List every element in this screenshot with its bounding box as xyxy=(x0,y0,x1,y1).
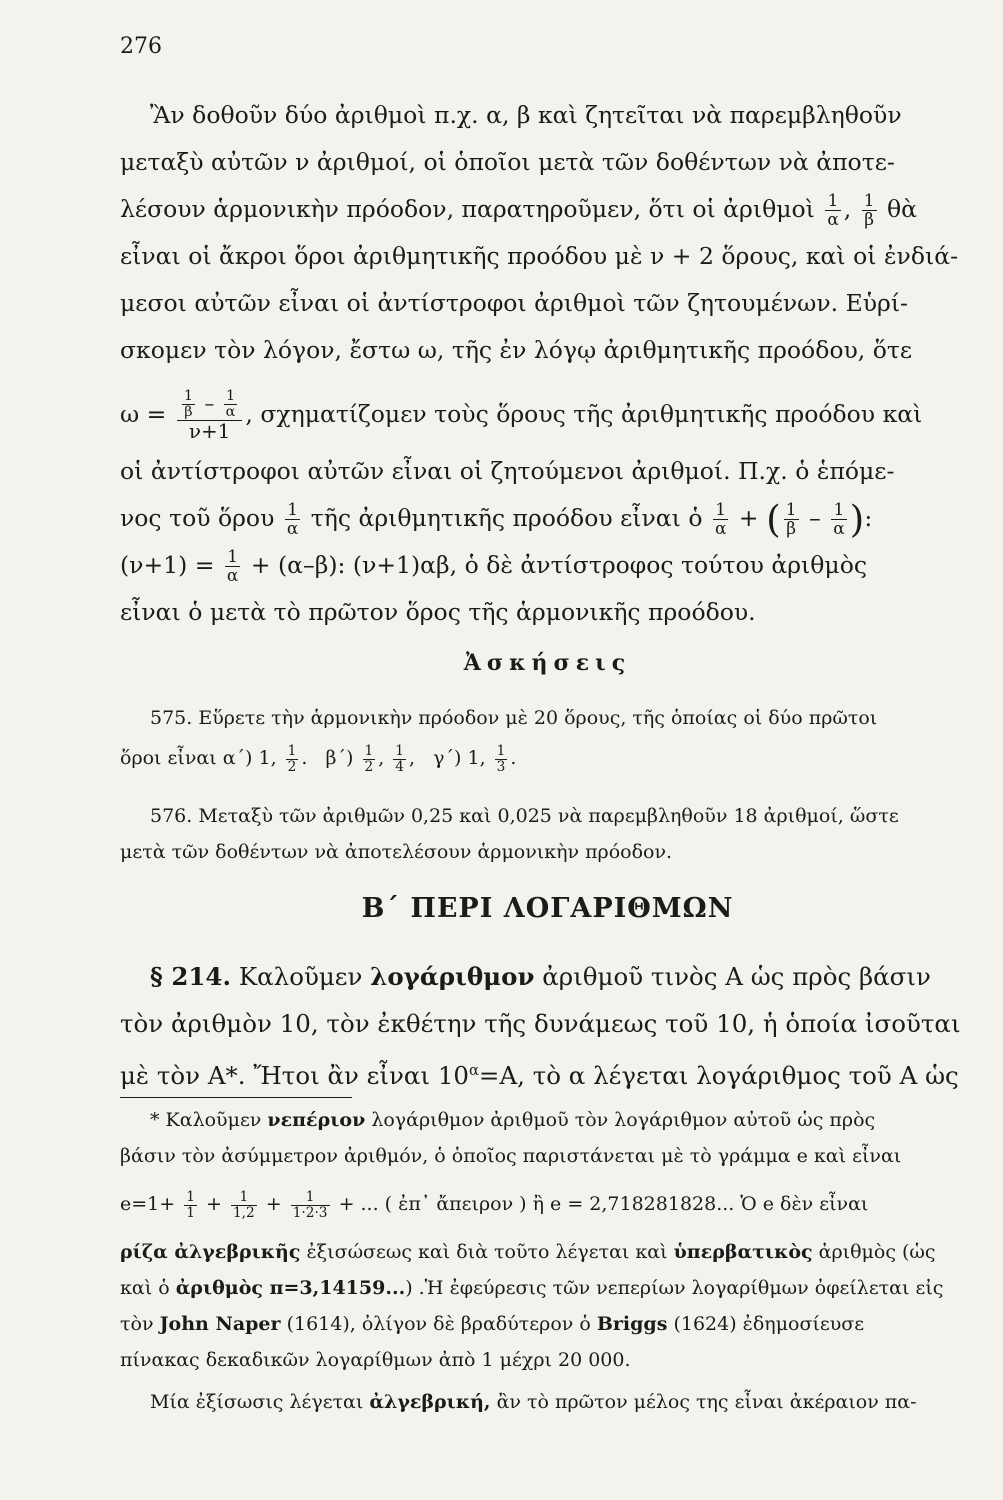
series-e-formula: e=1+ $\frac{1}{1}$ + $\frac{1}{1,2}$ + $\frac{1}{1\cdot 2\cdot 3}$ + ... ( ἐπ᾽ ἄπειρον ) ἢ e = 2,718281828... Ὁ e δὲν εἶναι xyxy=(120,1189,869,1221)
intro-line: εἶναι οἱ ἄκροι ὅροι ἀριθμητικῆς προόδου μὲ ν + 2 ὅρους, καὶ οἱ ἐνδιά- xyxy=(120,242,959,270)
page-number: 276 xyxy=(120,34,162,59)
fraction-1-over-alpha: $\frac{1}{\alpha}$ xyxy=(833,499,845,539)
omega-fraction: $\frac{1}{\beta}$ – $\frac{1}{\alpha}$ ν+1 xyxy=(177,389,243,442)
term-logarithm: λογάριθμον xyxy=(370,962,535,991)
intro-line-with-fractions: νος τοῦ ὅρου $\frac{1}{\alpha}$ τῆς ἀριθμητικῆς προόδου εἶναι ὁ $\frac{1}{\alpha}$ + ( $\frac{1}{\beta}$ – $\frac{1}{\alpha}$ ): xyxy=(120,497,873,542)
fraction-1-over-alpha: $\frac{1}{\alpha}$ xyxy=(286,499,299,539)
exercise-575-options: ὅροι εἶναι α΄) 1, $\frac{1}{2}$ . β΄) $\frac{1}{2}$ , $\frac{1}{4}$ , γ΄) 1, $\frac{1}{3}$ . xyxy=(120,743,517,775)
omega-formula-line: ω = $\frac{1}{\beta}$ – $\frac{1}{\alpha}$ ν+1 , σχηματίζομεν τοὺς ὅρους τῆς ἀριθμητικῆς προόδου καὶ xyxy=(120,387,923,444)
intro-line-with-fractions: (ν+1) = $\frac{1}{\alpha}$ + (α–β): (ν+1)αβ, ὁ δὲ ἀντίστροφος τούτου ἀριθμὸς xyxy=(120,546,868,586)
fraction-1-over-alpha: $\frac{1}{\alpha}$ xyxy=(714,499,727,539)
intro-line: εἶναι ὁ μετὰ τὸ πρῶτον ὅρος τῆς ἁρμονικῆς προόδου. xyxy=(120,598,756,627)
fraction-1-over-alpha: $\frac{1}{\alpha}$ xyxy=(827,190,839,229)
exercise-575: 575. Εὕρετε τὴν ἁρμονικὴν πρόοδον μὲ 20 ὅρους, τῆς ὁποίας οἱ δύο πρῶτοι ὅροι εἶναι α΄) 1, $\frac{1}{2}$ . β΄) $\frac{1}{2}$ , $\frac{1}{4}$ , γ΄) 1, $\frac{1}{3}$ . xyxy=(120,700,975,780)
intro-line-with-fractions: λέσουν ἁρμονικὴν πρόοδον, παρατηροῦμεν, ὅτι οἱ ἀριθμοὶ $\frac{1}{\alpha}$ , $\frac{1}{\beta}$ θὰ xyxy=(120,190,918,229)
fraction-1-over-1-2-3: $\frac{1}{1\cdot 2\cdot 3}$ xyxy=(292,1189,328,1221)
intro-line: μεταξὺ αὐτῶν ν ἀριθμοί, οἱ ὁποῖοι μετὰ τῶν δοθέντων νὰ ἀποτε- xyxy=(120,148,895,176)
intro-line: σκομεν τὸν λόγον, ἔστω ω, τῆς ἐν λόγῳ ἀριθμητικῆς προόδου, ὅτε xyxy=(120,336,913,364)
fraction-1-over-alpha: $\frac{1}{\alpha}$ xyxy=(226,546,239,586)
exercises-heading: Ἀσκήσεις xyxy=(463,650,632,676)
fraction-1-over-3: $\frac{1}{3}$ xyxy=(496,743,506,775)
footnote: * Καλοῦμεν νεπέριον λογάριθμον ἀριθμοῦ τὸν λογάριθμον αὐτοῦ ὡς πρὸς βάσιν τὸν ἀσύμμετρον ἀριθμόν, ὁ ὁποῖος παριστάνεται μὲ τὸ γράμμα e καὶ εἶναι e=1+ $\frac{1}{1}$ + $\frac{1}{1,2}$ + $\frac{1}{1\cdot 2\cdot 3}$ + ... ( ἐπ᾽ ἄπειρον ) ἢ e = 2,718281828... Ὁ e δὲν εἶναι ρίζα ἀλγεβρικῆς ἐξισώσεως καὶ διὰ τοῦτο λέγεται καὶ ὑπερβατικὸς ἀριθμὸς (ὡς καὶ ὁ ἀριθμὸς π=3,14159...) .Ἡ ἐφεύρεσις τῶν νεπερίων λογαρίθμων ὀφείλεται εἰς τὸν John Naper (1614), ὀλίγον δὲ βραδύτερον ὁ Briggs (1624) ἐδημοσίευσε πίνακας δεκαδικῶν λογαρίθμων ἀπὸ 1 μέχρι 20 000. Μία ἐξίσωσις λέγεται ἀλγεβρική, ἂν τὸ πρῶτον μέλος της εἶναι ἀκέραιον πα- xyxy=(120,1102,975,1420)
fraction-1-over-1: $\frac{1}{1}$ xyxy=(186,1189,195,1221)
section-number: § 214. xyxy=(150,962,232,991)
chapter-title: Β΄ ΠΕΡΙ ΛΟΓΑΡΙΘΜΩΝ xyxy=(361,893,734,924)
term-neperian: νεπέριον xyxy=(267,1109,366,1131)
fraction-1-over-beta: $\frac{1}{\beta}$ xyxy=(183,387,193,421)
intro-line: μεσοι αὐτῶν εἶναι οἱ ἀντίστροφοι ἀριθμοὶ τῶν ζητουμένων. Εὑρί- xyxy=(120,289,908,317)
exercise-576: 576. Μεταξὺ τῶν ἀριθμῶν 0,25 καὶ 0,025 νὰ παρεμβληθοῦν 18 ἀριθμοί, ὥστε μετὰ τῶν δοθέντων νὰ ἀποτελέσουν ἁρμονικὴν πρόοδον. xyxy=(120,805,899,863)
fraction-1-over-2: $\frac{1}{2}$ xyxy=(287,743,297,775)
section-214: § 214. Καλοῦμεν λογάριθμον ἀριθμοῦ τινὸς Α ὡς πρὸς βάσιν τὸν ἀριθμὸν 10, τὸν ἐκθέτην τῆς δυνάμεως τοῦ 10, ἡ ὁποία ἰσοῦται μὲ τὸν Α*. Ἤτοι ἂν εἶναι $10^\alpha=A$, τὸ α λέγεται λογάριθμος τοῦ Α ὡς xyxy=(120,962,961,1091)
fraction-1-over-alpha: $\frac{1}{\alpha}$ xyxy=(225,387,236,421)
footnote-rule xyxy=(120,1097,352,1098)
intro-line: Ἂν δοθοῦν δύο ἀριθμοὶ π.χ. α, β καὶ ζητεῖται νὰ παρεμβληθοῦν xyxy=(150,101,902,129)
fraction-1-over-4: $\frac{1}{4}$ xyxy=(395,743,404,775)
fraction-1-over-beta: $\frac{1}{\beta}$ xyxy=(863,190,875,229)
intro-paragraph xyxy=(120,92,975,636)
fraction-1-over-1-2: $\frac{1}{1,2}$ xyxy=(232,1189,255,1221)
intro-line: οἱ ἀντίστροφοι αὐτῶν εἶναι οἱ ζητούμενοι ἀριθμοί. Π.χ. ὁ ἑπόμε- xyxy=(120,457,895,486)
fraction-1-over-2: $\frac{1}{2}$ xyxy=(364,743,374,775)
fraction-1-over-beta: $\frac{1}{\beta}$ xyxy=(785,499,797,539)
